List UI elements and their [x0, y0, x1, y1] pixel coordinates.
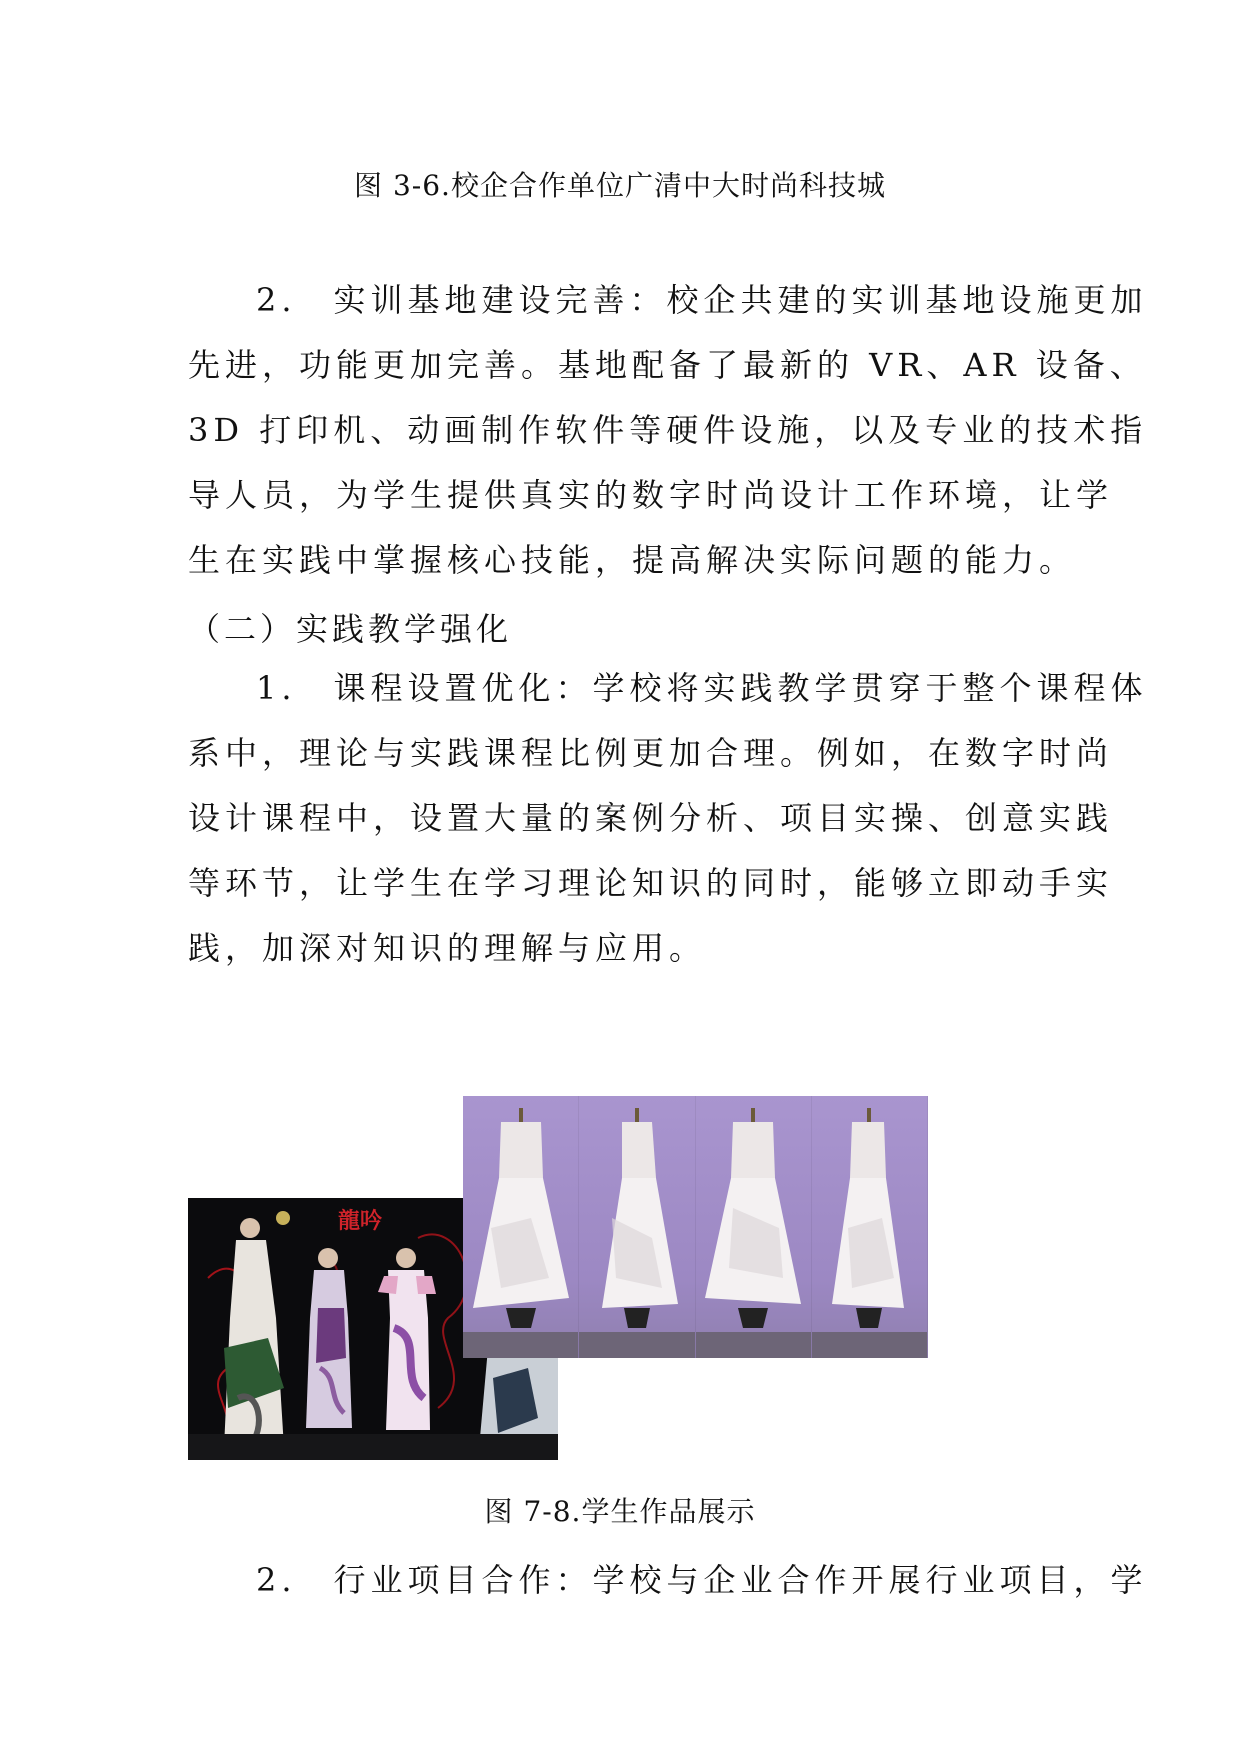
paragraph-line: 1. 课程设置优化：学校将实践教学贯穿于整个课程体: [256, 669, 1148, 707]
paragraph-line: 导人员，为学生提供真实的数字时尚设计工作环境，让学: [188, 476, 1114, 514]
figure-caption-3-6: 图 3-6.校企合作单位广清中大时尚科技城: [354, 169, 886, 202]
illustration-title: 龍吟: [338, 1209, 383, 1234]
section-heading: （二）实践教学强化: [188, 610, 513, 648]
dress-graphic: [703, 1108, 803, 1328]
paragraph-line: 践，加深对知识的理解与应用。: [188, 929, 707, 967]
paragraph-line: 3D 打印机、动画制作软件等硬件设施，以及专业的技术指: [188, 411, 1148, 449]
paragraph-line: 系中，理论与实践课程比例更加合理。例如，在数字时尚: [188, 734, 1114, 772]
dress-photo-back: [696, 1096, 812, 1358]
dress-photo-side-2: [812, 1096, 928, 1358]
paragraph-line: 设计课程中，设置大量的案例分析、项目实操、创意实践: [188, 799, 1114, 837]
paragraph-curriculum: [188, 656, 1148, 981]
dress-graphic: [592, 1108, 682, 1328]
paragraph-line: 2. 实训基地建设完善：校企共建的实训基地设施更加: [256, 281, 1148, 319]
paragraph-line: 2. 行业项目合作：学校与企业合作开展行业项目，学: [256, 1561, 1148, 1599]
dress-graphic: [471, 1108, 571, 1328]
paragraph-line: 生在实践中掌握核心技能，提高解决实际问题的能力。: [188, 541, 1077, 579]
figure-caption-7-8: 图 7-8.学生作品展示: [484, 1495, 756, 1528]
dress-graphic: [824, 1108, 914, 1328]
paragraph-line: 先进，功能更加完善。基地配备了最新的 VR、AR 设备、: [188, 346, 1147, 384]
student-work-photos: [463, 1096, 928, 1358]
dress-photo-side: [579, 1096, 695, 1358]
paragraph-training-base: [188, 268, 1148, 593]
dress-photo-front: [463, 1096, 579, 1358]
paragraph-industry-projects: [188, 1548, 1148, 1613]
paragraph-line: 等环节，让学生在学习理论知识的同时，能够立即动手实: [188, 864, 1114, 902]
